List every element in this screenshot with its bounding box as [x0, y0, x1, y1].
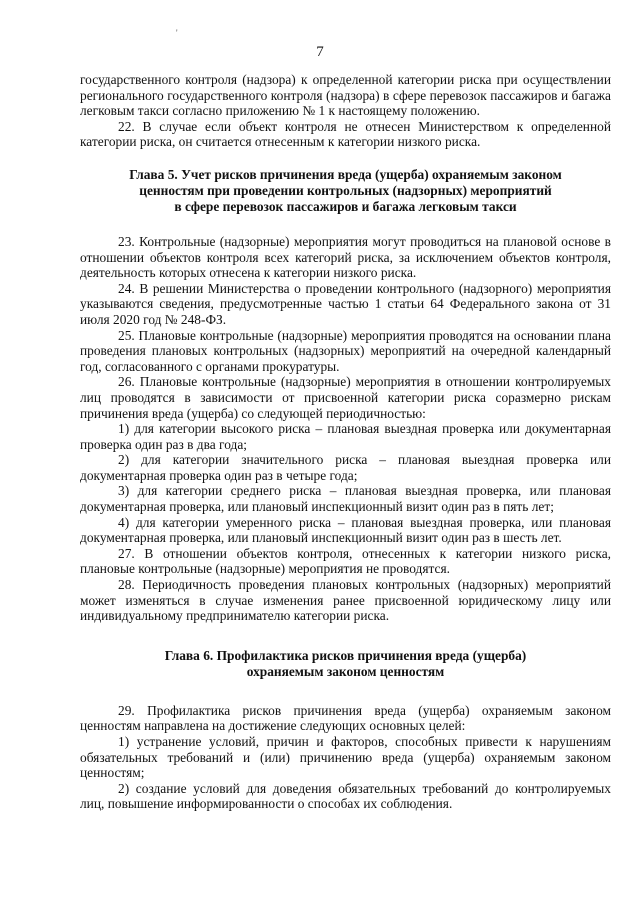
- paragraph-26-item-1: 1) для категории высокого риска – плановая выездная проверка или документарная проверка один раз в два года;: [80, 421, 611, 452]
- chapter-5-heading: [80, 167, 611, 215]
- chapter-5-heading-line: в сфере перевозок пассажиров и багажа легковым такси: [174, 198, 517, 214]
- paragraph-26-item-3: 3) для категории среднего риска – плановая выездная проверка, или плановая документарная проверка, или плановый инспекционный визит один раз в пять лет;: [80, 483, 611, 515]
- paragraph-continued: государственного контроля (надзора) к определенной категории риска при осуществлении регионального государственного контроля (надзора) в сфере перевозок пассажиров и багажа легковым такси согласно приложению № 1 к настоящему положению.: [80, 72, 611, 119]
- paragraph-29-item-2: 2) создание условий для доведения обязательных требований до контролируемых лиц, повышение информированности о способах их соблюдения.: [80, 780, 611, 812]
- chapter-6-heading-line: охраняемым законом ценностям: [246, 663, 445, 679]
- paragraph-25: 25. Плановые контрольные (надзорные) мероприятия проводятся на основании плана проведения плановых контрольных (надзорных) мероприятий на очередной календарный год, согласованного с органами прокуратуры.: [80, 327, 611, 374]
- stray-mark: ': [176, 28, 178, 38]
- paragraph-27: 27. В отношении объектов контроля, отнесенных к категории низкого риска, плановые контрольные (надзорные) мероприятия не проводятся.: [80, 545, 611, 577]
- paragraph-22: 22. В случае если объект контроля не отнесен Министерством к определенной категории риска, он считается отнесенным к категории низкого риска.: [80, 118, 611, 150]
- paragraph-28: 28. Периодичность проведения плановых контрольных (надзорных) мероприятий может изменяться в случае изменения ранее присвоенной юридическому лицу или индивидуальному предпринимателю категории риска.: [80, 577, 611, 624]
- paragraph-26-item-2: 2) для категории значительного риска – плановая выездная проверка или документарная проверка один раз в четыре года;: [80, 452, 611, 483]
- paragraph-29: 29. Профилактика рисков причинения вреда (ущерба) охраняемым законом ценностям направлена на достижение следующих основных целей:: [80, 702, 611, 734]
- paragraph-26: 26. Плановые контрольные (надзорные) мероприятия в отношении контролируемых лиц проводятся в зависимости от присвоенной категории риска соразмерно рискам причинения вреда (ущерба) со следующей периодичностью:: [80, 374, 611, 421]
- paragraph-29-item-1: 1) устранение условий, причин и факторов, способных привести к нарушениям обязательных требований и (или) причинению вреда (ущерба) охраняемым законом ценностям;: [80, 734, 611, 781]
- page-number: 7: [316, 44, 324, 60]
- chapter-5-heading-line: ценностям при проведении контрольных (надзорных) мероприятий: [139, 182, 552, 198]
- paragraph-23: 23. Контрольные (надзорные) мероприятия могут проводиться на плановой основе в отношении объектов контроля всех категорий риска, за исключением объектов контроля, деятельность которых отнесена к категории низкого риска.: [80, 233, 611, 281]
- paragraph-24: 24. В решении Министерства о проведении контрольного (надзорного) мероприятия указываются сведения, предусмотренные частью 1 статьи 64 Федерального закона от 31 июля 2020 год № 248-ФЗ.: [80, 280, 611, 327]
- chapter-6-heading-line: Глава 6. Профилактика рисков причинения вреда (ущерба): [164, 647, 527, 663]
- chapter-6-heading: [80, 648, 611, 680]
- page-content: [80, 72, 611, 812]
- chapter-5-heading-line: Глава 5. Учет рисков причинения вреда (ущерба) охраняемым законом: [129, 166, 562, 182]
- paragraph-26-item-4: 4) для категории умеренного риска – плановая выездная проверка, или плановая документарная проверка, или плановый инспекционный визит один раз в шесть лет.: [80, 514, 611, 546]
